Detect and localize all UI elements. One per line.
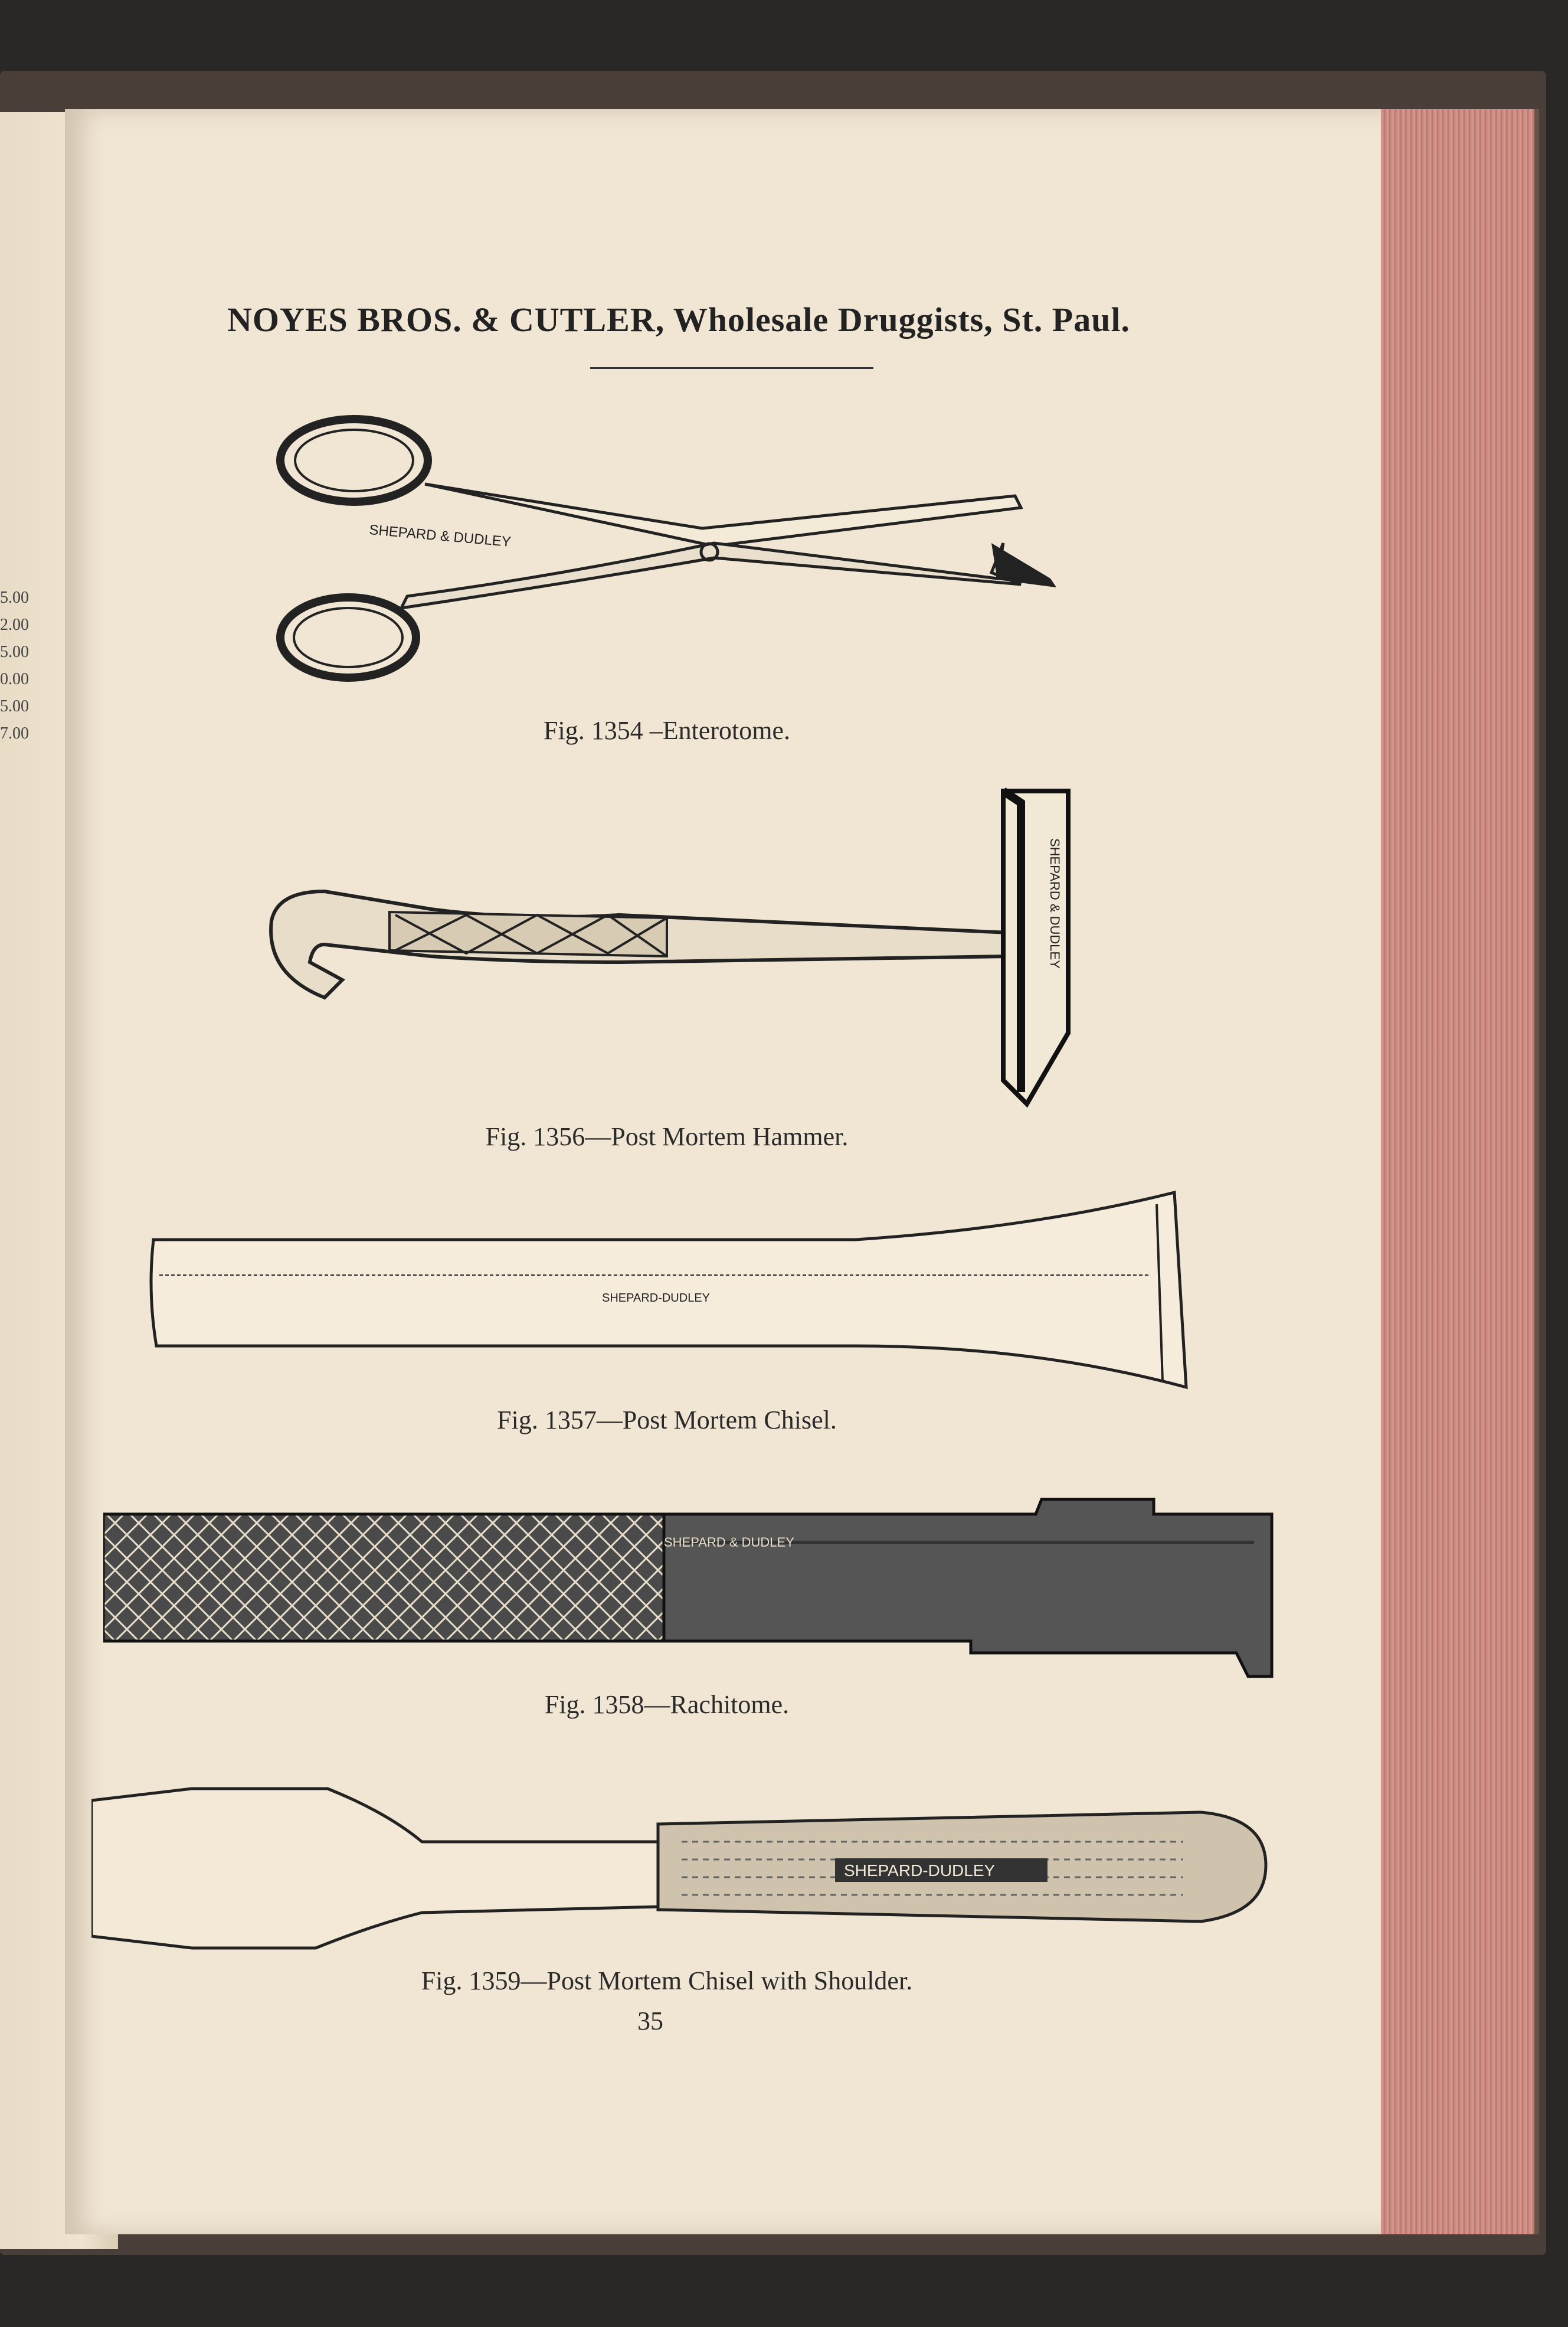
price: 5.00 <box>0 643 29 661</box>
rachitome-icon <box>103 1488 1284 1688</box>
price: 2.00 <box>0 616 29 634</box>
price: 7.00 <box>0 724 29 743</box>
page-header: NOYES BROS. & CUTLER, Wholesale Druggists, St. Paul. <box>227 300 1131 339</box>
chisel-icon <box>148 1187 1198 1411</box>
shoulder-chisel-icon <box>91 1777 1301 1954</box>
maker-mark: SHEPARD & DUDLEY <box>368 522 512 550</box>
figure-caption: Fig. 1354 –Enterotome. <box>544 716 790 745</box>
figure-caption: Fig. 1359—Post Mortem Chisel with Shoulder. <box>421 1966 913 1995</box>
page-number: 35 <box>637 2006 663 2035</box>
figure-caption: Fig. 1356—Post Mortem Hammer. <box>485 1122 849 1151</box>
figure-caption: Fig. 1357—Post Mortem Chisel. <box>497 1406 837 1434</box>
maker-mark: SHEPARD & DUDLEY <box>664 1535 794 1550</box>
header-rule <box>590 367 873 369</box>
hammer-icon <box>254 785 1109 1110</box>
page-edges <box>1381 109 1539 2234</box>
price: 5.00 <box>0 589 29 607</box>
maker-mark: SHEPARD-DUDLEY <box>844 1861 996 1880</box>
left-page-prices <box>0 584 29 747</box>
maker-mark: SHEPARD & DUDLEY <box>1047 838 1062 969</box>
price: 5.00 <box>0 697 29 715</box>
scissors-icon <box>266 407 1092 714</box>
price: 0.00 <box>0 670 29 688</box>
maker-mark: SHEPARD-DUDLEY <box>602 1292 710 1305</box>
figure-caption: Fig. 1358—Rachitome. <box>544 1690 790 1719</box>
